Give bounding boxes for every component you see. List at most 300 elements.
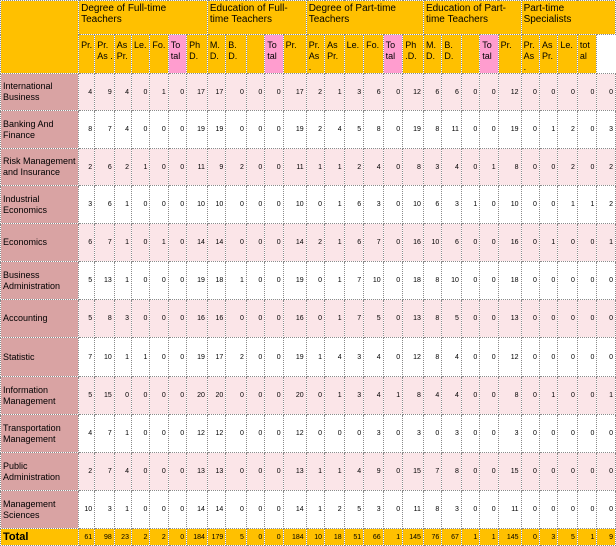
table-cell: 0 [461, 224, 479, 262]
table-cell: 0 [558, 415, 578, 453]
table-cell: 3 [364, 186, 384, 224]
table-row [1, 415, 616, 453]
table-cell: 0 [558, 74, 578, 111]
table-cell: 16 [498, 224, 521, 262]
table-cell: 11 [403, 491, 424, 529]
total-cell: 76 [423, 529, 441, 546]
column-header-row [1, 35, 616, 74]
table-cell: 2 [597, 186, 616, 224]
table-cell: 0 [168, 74, 186, 111]
table-cell: 0 [461, 338, 479, 377]
table-cell: 6 [442, 74, 462, 111]
table-cell: 10 [283, 186, 306, 224]
column-header-g4-c4: tot al [577, 35, 597, 74]
table-cell: 0 [558, 377, 578, 415]
table-cell: 2 [114, 149, 131, 186]
table-cell: 0 [539, 453, 557, 491]
table-cell: 5 [79, 262, 95, 300]
table-cell: 2 [226, 338, 247, 377]
table-cell: 8 [364, 111, 384, 149]
table-cell: 7 [364, 224, 384, 262]
table-cell: 1 [306, 149, 324, 186]
table-cell: 0 [150, 491, 168, 529]
table-cell: 0 [558, 224, 578, 262]
table-cell: 1 [131, 338, 149, 377]
table-cell: 0 [265, 262, 283, 300]
table-cell: 0 [226, 300, 247, 338]
total-cell: 51 [344, 529, 364, 546]
table-cell: 19 [283, 111, 306, 149]
table-cell: 0 [131, 453, 149, 491]
table-cell: 0 [306, 415, 324, 453]
table-cell: 19 [187, 111, 208, 149]
table-cell: 0 [226, 453, 247, 491]
table-cell: 0 [168, 149, 186, 186]
table-cell: 5 [442, 300, 462, 338]
table-cell: 4 [364, 377, 384, 415]
table-cell: 0 [131, 300, 149, 338]
total-cell: 1 [480, 529, 498, 546]
table-cell: 1 [597, 224, 616, 262]
table-cell: 1 [539, 224, 557, 262]
group-header-degree-fulltime: Degree of Full-time Teachers [79, 1, 208, 35]
table-cell: 1 [325, 74, 345, 111]
total-cell: 18 [325, 529, 345, 546]
total-cell: 23 [114, 529, 131, 546]
table-cell: 0 [246, 149, 264, 186]
table-cell: 0 [383, 491, 403, 529]
table-cell: 0 [265, 453, 283, 491]
table-cell: 0 [168, 377, 186, 415]
table-cell: 0 [480, 415, 498, 453]
table-cell: 0 [344, 415, 364, 453]
table-cell: 0 [150, 377, 168, 415]
column-header-g1-c2: B. D. [226, 35, 247, 74]
group-header-row [1, 1, 616, 35]
table-cell: 3 [79, 186, 95, 224]
total-cell: 61 [79, 529, 95, 546]
table-cell: 0 [480, 262, 498, 300]
table-cell: 0 [558, 453, 578, 491]
table-cell: 0 [325, 415, 345, 453]
table-cell: 0 [226, 74, 247, 111]
table-cell: 13 [403, 300, 424, 338]
table-cell: 0 [480, 74, 498, 111]
column-header-g3-c2: B. D. [442, 35, 462, 74]
table-cell: 3 [364, 491, 384, 529]
table-cell: 19 [187, 338, 208, 377]
table-cell: 10 [423, 224, 441, 262]
table-cell: 10 [207, 186, 225, 224]
table-cell: 0 [131, 415, 149, 453]
table-cell: 3 [95, 491, 115, 529]
table-cell: 0 [480, 224, 498, 262]
table-cell: 6 [442, 224, 462, 262]
table-cell: 0 [150, 262, 168, 300]
table-cell: 13 [207, 453, 225, 491]
column-header-g3-c1: M. D. [423, 35, 441, 74]
table-cell: 1 [150, 74, 168, 111]
table-cell: 4 [344, 453, 364, 491]
table-cell: 0 [246, 491, 264, 529]
table-cell: 0 [461, 453, 479, 491]
table-cell: 7 [344, 300, 364, 338]
table-cell: 2 [325, 491, 345, 529]
total-cell: 10 [306, 529, 324, 546]
table-cell: 17 [207, 74, 225, 111]
table-cell: 0 [168, 262, 186, 300]
total-cell: 66 [364, 529, 384, 546]
table-cell: 0 [246, 338, 264, 377]
table-cell: 0 [521, 149, 539, 186]
table-cell: 0 [597, 300, 616, 338]
column-header-g3-c3 [461, 35, 479, 74]
table-cell: 16 [403, 224, 424, 262]
table-cell: 5 [344, 491, 364, 529]
table-cell: 2 [558, 149, 578, 186]
table-cell: 10 [498, 186, 521, 224]
table-cell: 3 [344, 377, 364, 415]
table-cell: 2 [79, 149, 95, 186]
table-cell: 0 [168, 111, 186, 149]
table-cell: 1 [114, 491, 131, 529]
table-cell: 0 [521, 111, 539, 149]
table-row [1, 149, 616, 186]
row-label: Business Administration [1, 262, 79, 300]
table-cell: 11 [442, 111, 462, 149]
table-cell: 0 [246, 186, 264, 224]
table-cell: 0 [383, 338, 403, 377]
total-cell: 179 [207, 529, 225, 546]
table-cell: 0 [521, 262, 539, 300]
table-cell: 6 [423, 74, 441, 111]
table-cell: 1 [480, 149, 498, 186]
table-cell: 0 [265, 338, 283, 377]
table-cell: 19 [207, 111, 225, 149]
column-header-g0-c2: As Pr. [114, 35, 131, 74]
table-cell: 0 [131, 491, 149, 529]
table-cell: 3 [442, 415, 462, 453]
table-cell: 4 [364, 338, 384, 377]
table-cell: 2 [344, 149, 364, 186]
table-cell: 0 [265, 377, 283, 415]
table-cell: 0 [558, 262, 578, 300]
table-cell: 7 [95, 224, 115, 262]
table-cell: 0 [150, 300, 168, 338]
table-cell: 0 [597, 74, 616, 111]
table-cell: 0 [577, 149, 597, 186]
row-label: Banking And Finance [1, 111, 79, 149]
table-cell: 5 [79, 377, 95, 415]
table-cell: 0 [539, 262, 557, 300]
table-cell: 0 [423, 415, 441, 453]
table-cell: 1 [325, 149, 345, 186]
table-cell: 0 [265, 74, 283, 111]
row-label: Information Management [1, 377, 79, 415]
table-cell: 8 [423, 338, 441, 377]
table-cell: 16 [187, 300, 208, 338]
total-cell: 184 [187, 529, 208, 546]
table-cell: 0 [577, 453, 597, 491]
table-cell: 2 [226, 149, 247, 186]
table-cell: 1 [539, 111, 557, 149]
table-cell: 14 [207, 224, 225, 262]
table-cell: 0 [577, 338, 597, 377]
table-cell: 1 [325, 262, 345, 300]
table-cell: 2 [306, 111, 324, 149]
table-cell: 0 [480, 338, 498, 377]
table-cell: 7 [344, 262, 364, 300]
table-cell: 3 [597, 111, 616, 149]
table-cell: 0 [265, 111, 283, 149]
table-cell: 4 [79, 415, 95, 453]
table-cell: 13 [283, 453, 306, 491]
table-cell: 1 [325, 300, 345, 338]
table-cell: 3 [423, 149, 441, 186]
table-cell: 0 [131, 377, 149, 415]
table-cell: 0 [114, 377, 131, 415]
table-cell: 6 [423, 186, 441, 224]
table-cell: 0 [539, 149, 557, 186]
total-cell: 0 [265, 529, 283, 546]
total-cell: 0 [521, 529, 539, 546]
table-cell: 5 [364, 300, 384, 338]
column-header-g2-c4: Fo. [364, 35, 384, 74]
table-cell: 1 [226, 262, 247, 300]
table-cell: 0 [150, 149, 168, 186]
table-row [1, 74, 616, 111]
table-cell: 1 [114, 338, 131, 377]
table-cell: 1 [325, 224, 345, 262]
row-label: Accounting [1, 300, 79, 338]
table-cell: 0 [577, 74, 597, 111]
table-cell: 8 [403, 149, 424, 186]
table-cell: 3 [498, 415, 521, 453]
table-cell: 12 [207, 415, 225, 453]
column-header-g1-c1: M. D. [207, 35, 225, 74]
table-cell: 8 [423, 111, 441, 149]
table-cell: 0 [577, 262, 597, 300]
table-cell: 0 [168, 300, 186, 338]
table-cell: 0 [461, 300, 479, 338]
table-cell: 6 [95, 186, 115, 224]
table-cell: 4 [79, 74, 95, 111]
table-cell: 0 [246, 224, 264, 262]
column-header-g1-c0: Ph D. [187, 35, 208, 74]
column-header-g2-c3: Le. [344, 35, 364, 74]
table-cell: 0 [306, 186, 324, 224]
table-cell: 13 [95, 262, 115, 300]
table-cell: 12 [403, 74, 424, 111]
table-cell: 1 [558, 186, 578, 224]
column-header-g4-c0: Pr. [498, 35, 521, 74]
table-cell: 1 [325, 453, 345, 491]
column-header-g3-c0: Ph .D. [403, 35, 424, 74]
table-cell: 3 [344, 74, 364, 111]
total-cell: 9 [597, 529, 616, 546]
column-header-g1-c3 [246, 35, 264, 74]
table-cell: 0 [265, 415, 283, 453]
table-cell: 0 [226, 186, 247, 224]
table-cell: 4 [325, 111, 345, 149]
table-cell: 0 [383, 111, 403, 149]
table-cell: 0 [521, 74, 539, 111]
table-cell: 6 [364, 74, 384, 111]
table-cell: 0 [597, 338, 616, 377]
table-cell: 0 [480, 453, 498, 491]
table-cell: 0 [265, 224, 283, 262]
column-header-g2-c5: To tal [383, 35, 403, 74]
table-cell: 1 [114, 262, 131, 300]
table-cell: 1 [461, 186, 479, 224]
table-cell: 4 [442, 338, 462, 377]
table-cell: 18 [207, 262, 225, 300]
table-cell: 8 [423, 262, 441, 300]
row-label: Economics [1, 224, 79, 262]
table-cell: 0 [150, 415, 168, 453]
table-cell: 4 [114, 111, 131, 149]
column-header-g2-c0: Pr. [283, 35, 306, 74]
table-cell: 2 [306, 224, 324, 262]
table-cell: 19 [403, 111, 424, 149]
row-label: Statistic [1, 338, 79, 377]
table-cell: 17 [283, 74, 306, 111]
table-cell: 14 [187, 224, 208, 262]
row-label: Industrial Economics [1, 186, 79, 224]
table-row [1, 111, 616, 149]
table-cell: 12 [498, 338, 521, 377]
column-header-g1-c4: To tal [265, 35, 283, 74]
table-cell: 5 [79, 300, 95, 338]
table-cell: 9 [364, 453, 384, 491]
table-cell: 8 [442, 453, 462, 491]
table-cell: 0 [480, 186, 498, 224]
table-cell: 2 [558, 111, 578, 149]
table-cell: 7 [95, 453, 115, 491]
table-cell: 0 [461, 149, 479, 186]
table-cell: 0 [131, 224, 149, 262]
table-cell: 0 [306, 262, 324, 300]
table-cell: 0 [246, 415, 264, 453]
table-cell: 14 [283, 491, 306, 529]
table-cell: 2 [306, 74, 324, 111]
table-cell: 1 [325, 186, 345, 224]
table-cell: 10 [187, 186, 208, 224]
table-cell: 9 [207, 149, 225, 186]
column-header-g0-c5: To tal [168, 35, 186, 74]
table-cell: 6 [344, 186, 364, 224]
total-cell: 1 [383, 529, 403, 546]
column-header-g0-c4: Fo. [150, 35, 168, 74]
table-cell: 0 [461, 377, 479, 415]
table-cell: 0 [480, 300, 498, 338]
table-cell: 8 [79, 111, 95, 149]
table-cell: 12 [187, 415, 208, 453]
table-cell: 19 [187, 262, 208, 300]
table-cell: 0 [461, 491, 479, 529]
table-cell: 0 [168, 491, 186, 529]
table-cell: 2 [79, 453, 95, 491]
table-cell: 11 [187, 149, 208, 186]
table-cell: 10 [403, 186, 424, 224]
table-cell: 0 [577, 224, 597, 262]
column-header-g2-c1: Pr. As . [306, 35, 324, 74]
table-cell: 11 [498, 491, 521, 529]
table-cell: 0 [461, 111, 479, 149]
table-cell: 15 [403, 453, 424, 491]
table-cell: 0 [521, 377, 539, 415]
total-row [1, 529, 616, 546]
table-cell: 1 [539, 377, 557, 415]
table-cell: 0 [246, 74, 264, 111]
table-cell: 10 [79, 491, 95, 529]
table-cell: 13 [498, 300, 521, 338]
total-cell: 1 [461, 529, 479, 546]
table-cell: 0 [461, 415, 479, 453]
table-cell: 0 [577, 415, 597, 453]
table-cell: 0 [480, 377, 498, 415]
group-header-education-fulltime: Education of Full-time Teachers [207, 1, 306, 35]
table-cell: 0 [306, 300, 324, 338]
column-header-g0-c0: Pr. [79, 35, 95, 74]
table-cell: 20 [283, 377, 306, 415]
column-header-g4-c1: Pr. As . [521, 35, 539, 74]
table-cell: 16 [207, 300, 225, 338]
table-cell: 11 [283, 149, 306, 186]
total-cell: 98 [95, 529, 115, 546]
table-cell: 20 [187, 377, 208, 415]
column-header-g4-c2: As Pr. [539, 35, 557, 74]
table-cell: 3 [364, 415, 384, 453]
table-row [1, 186, 616, 224]
table-cell: 1 [114, 224, 131, 262]
table-cell: 0 [246, 262, 264, 300]
table-cell: 0 [150, 111, 168, 149]
table-cell: 0 [539, 300, 557, 338]
table-cell: 13 [187, 453, 208, 491]
table-cell: 8 [423, 491, 441, 529]
table-cell: 0 [558, 338, 578, 377]
row-label: Transportation Management [1, 415, 79, 453]
table-cell: 9 [95, 74, 115, 111]
total-cell: 0 [246, 529, 264, 546]
table-cell: 0 [480, 491, 498, 529]
table-cell: 18 [498, 262, 521, 300]
table-cell: 0 [539, 186, 557, 224]
table-row [1, 491, 616, 529]
table-cell: 0 [226, 224, 247, 262]
total-cell: 5 [558, 529, 578, 546]
table-cell: 0 [265, 300, 283, 338]
table-cell: 0 [597, 415, 616, 453]
table-cell: 0 [383, 262, 403, 300]
table-cell: 8 [95, 300, 115, 338]
table-cell: 3 [344, 338, 364, 377]
table-cell: 4 [423, 377, 441, 415]
row-label: Management Sciences [1, 491, 79, 529]
table-cell: 17 [187, 74, 208, 111]
table-cell: 0 [521, 415, 539, 453]
total-cell: 3 [539, 529, 557, 546]
total-cell: 2 [131, 529, 149, 546]
table-cell: 5 [344, 111, 364, 149]
table-cell: 0 [383, 74, 403, 111]
table-cell: 16 [283, 300, 306, 338]
table-cell: 0 [521, 300, 539, 338]
table-cell: 0 [521, 224, 539, 262]
table-cell: 0 [577, 111, 597, 149]
total-label: Total [1, 529, 79, 546]
